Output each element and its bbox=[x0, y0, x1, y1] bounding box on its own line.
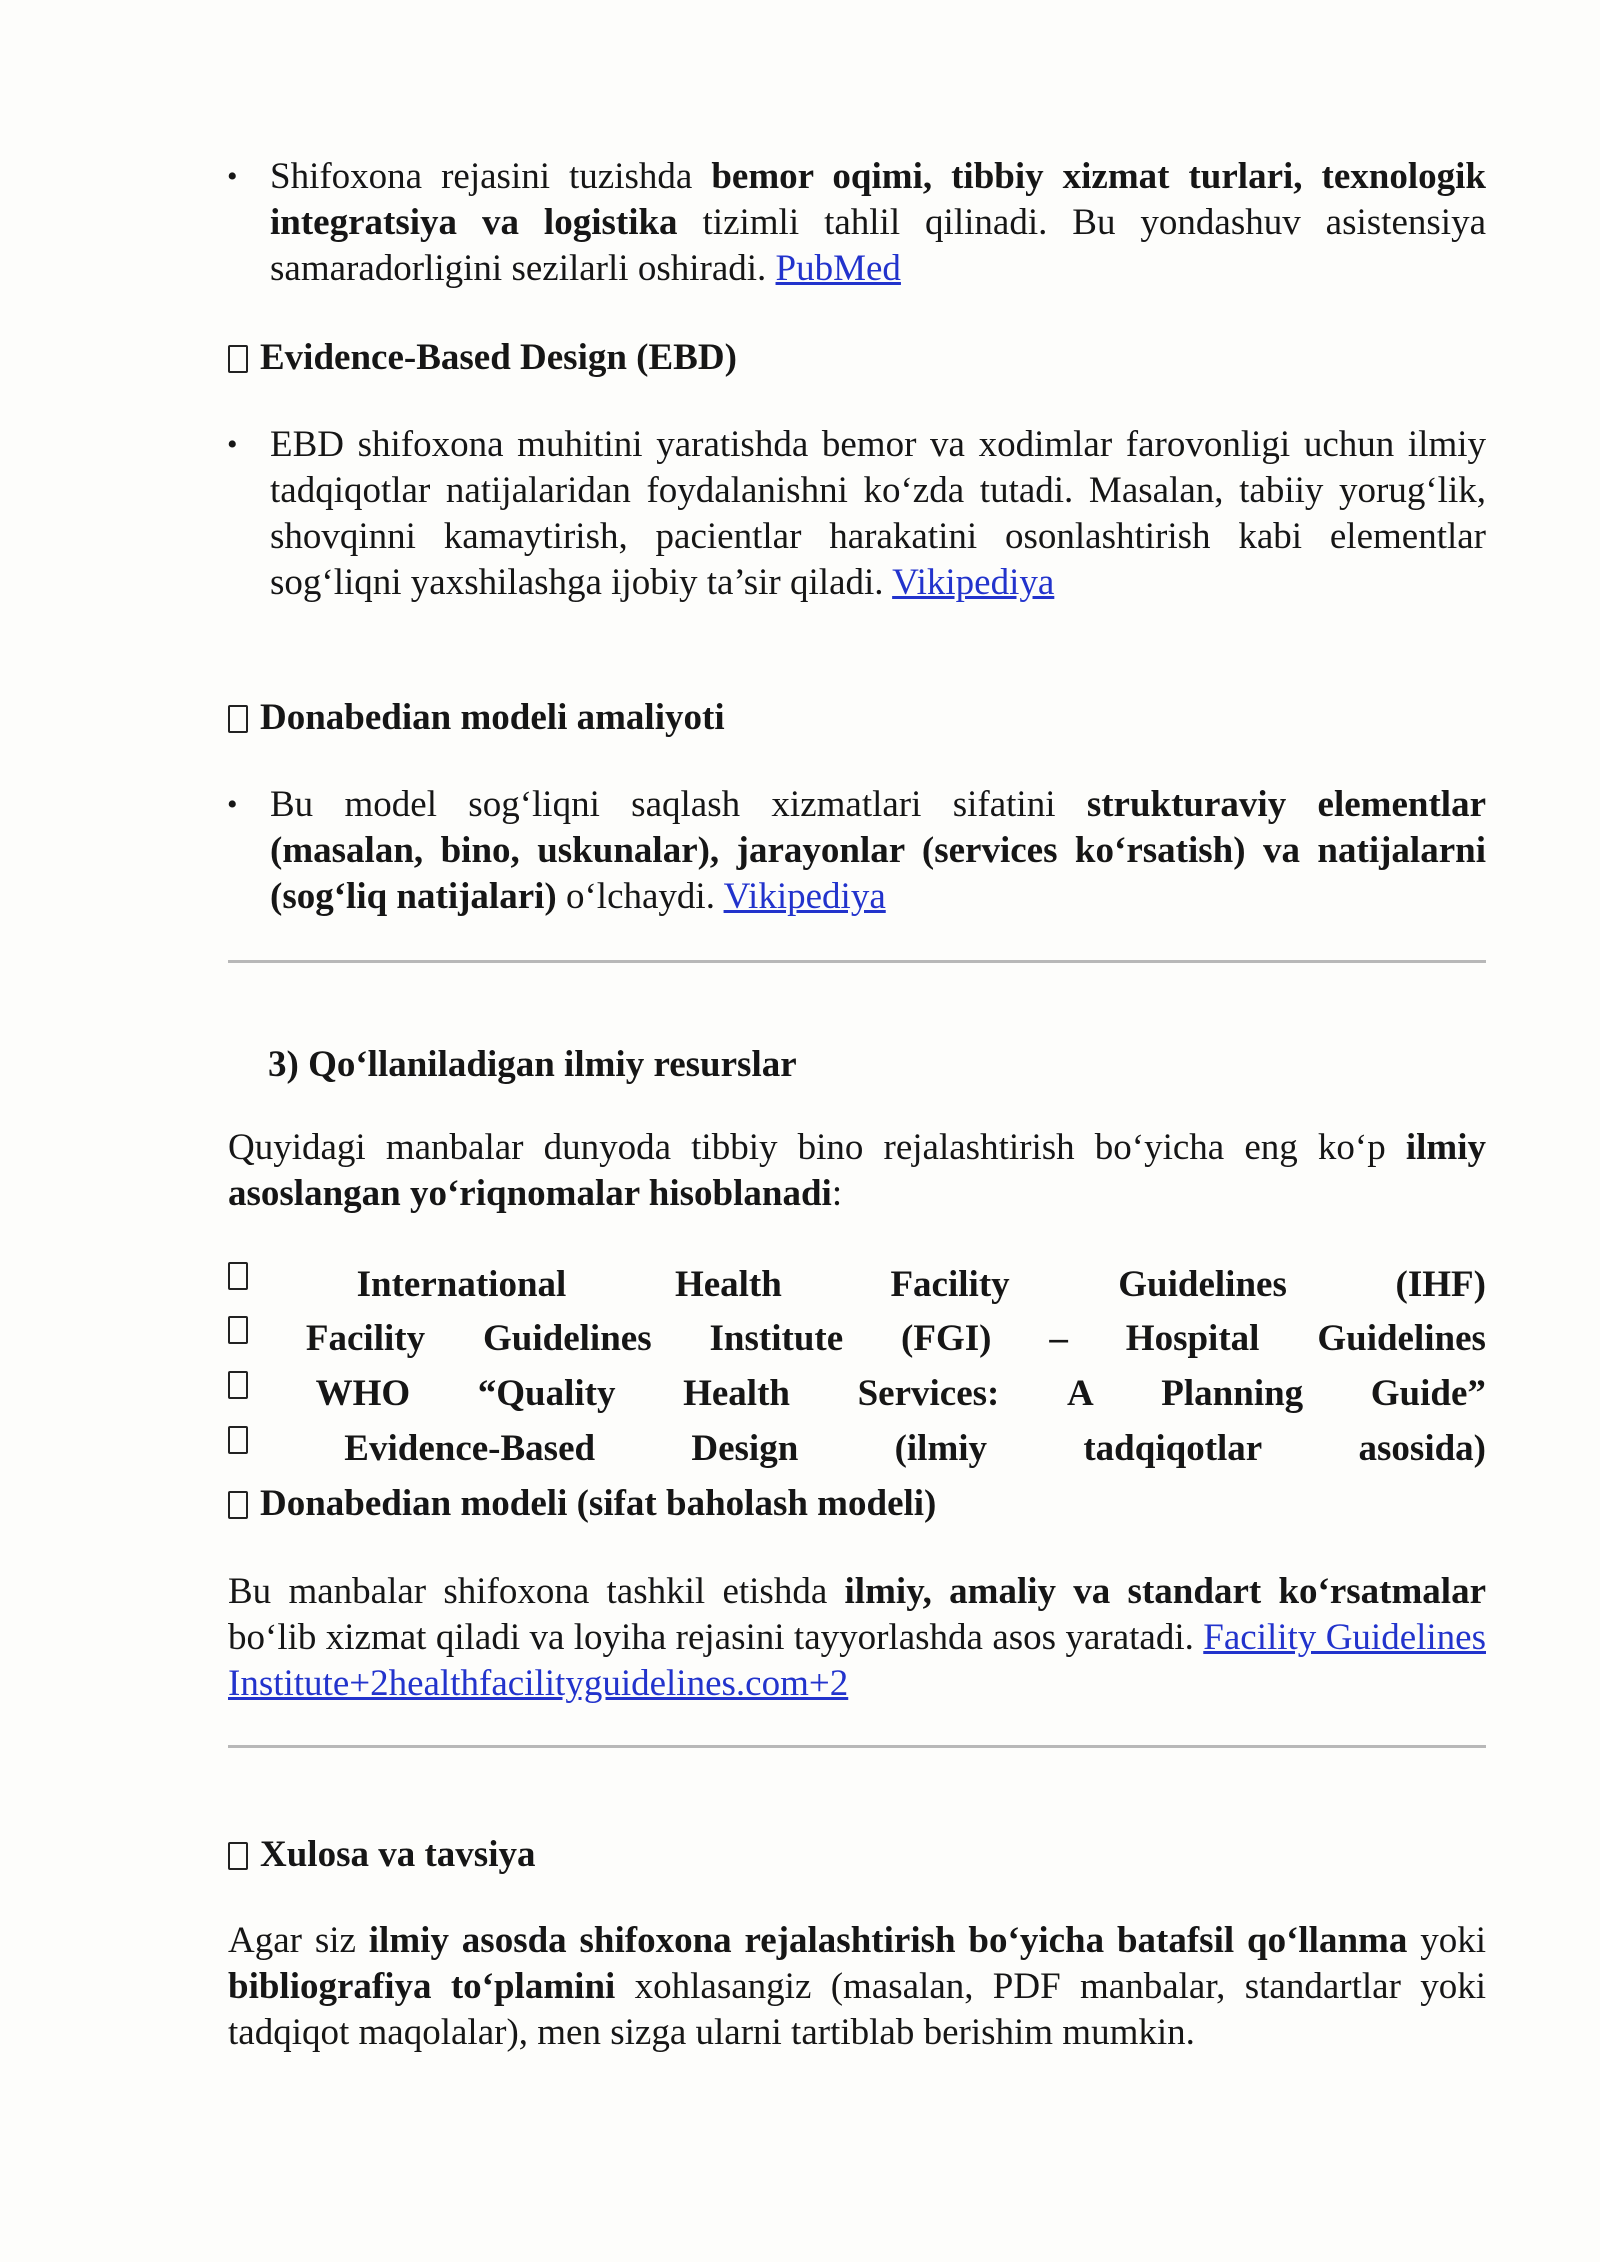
vikipediya-link[interactable]: Vikipediya bbox=[723, 876, 886, 917]
resource-item-ebd: Evidence-Based Design (ilmiy tadqiqotlar asosida) bbox=[228, 1426, 1486, 1472]
bullet-item-donabedian bbox=[227, 782, 1486, 920]
horizontal-divider bbox=[228, 960, 1486, 963]
donabedian-heading: Donabedian modeli amaliyoti bbox=[228, 695, 725, 741]
placeholder-glyph-icon bbox=[228, 1842, 248, 1870]
resources-intro: Quyidagi manbalar dunyoda tibbiy bino rejalashtirish bo‘yicha eng ko‘p ilmiy asoslangan yo‘riqnomalar hisoblanadi: bbox=[228, 1127, 1487, 1214]
resource-item-who: WHO “Quality Health Services: A Planning Guide” bbox=[228, 1371, 1486, 1417]
bullet-text: EBD shifoxona muhitini yaratishda bemor va xodimlar farovonligi uchun ilmiy tadqiqotlar natijalaridan foydalanishni ko‘zda tutadi. Masalan, tabiiy yorug‘lik, shovqinni kamaytirish, pacientlar harakatini osonlashtirish kabi elementlar sog‘liqni yaxshilashga ijobiy ta’sir qiladi. Vikipediya bbox=[270, 424, 1486, 603]
pubmed-link[interactable]: PubMed bbox=[775, 248, 901, 289]
placeholder-glyph-icon bbox=[228, 1262, 248, 1290]
bullet-marker: • bbox=[227, 788, 238, 821]
bullet-marker: • bbox=[227, 428, 238, 461]
placeholder-glyph-icon bbox=[228, 345, 248, 373]
fgi-link[interactable]: Facility Guidelines Institute+2healthfacilityguidelines.com+2 bbox=[228, 1617, 1486, 1704]
placeholder-glyph-icon bbox=[228, 1316, 248, 1344]
bullet-marker: • bbox=[227, 160, 238, 193]
placeholder-glyph-icon bbox=[228, 705, 248, 733]
placeholder-glyph-icon bbox=[228, 1426, 248, 1454]
bullet-text: Bu model sog‘liqni saqlash xizmatlari sifatini strukturaviy elementlar (masalan, bino, uskunalar), jarayonlar (services ko‘rsatish) va natijalarni (sog‘liq natijalari) o‘lchaydi. Vikipediya bbox=[270, 784, 1486, 917]
resources-heading: 3) Qo‘llaniladigan ilmiy resurslar bbox=[268, 1044, 797, 1085]
conclusion-heading: Xulosa va tavsiya bbox=[228, 1832, 535, 1878]
bullet-text: Shifoxona rejasini tuzishda bemor oqimi, tibbiy xizmat turlari, texnologik integratsiya va logistika tizimli tahlil qilinadi. Bu yondashuv asistensiya samaradorligini sezilarli oshiradi. PubMed bbox=[270, 156, 1486, 289]
vikipediya-link[interactable]: Vikipediya bbox=[892, 562, 1055, 603]
bold-phrase: bemor oqimi, tibbiy xizmat turlari, texnologik integratsiya va logistika bbox=[270, 156, 1486, 243]
resource-item-donabedian: Donabedian modeli (sifat baholash modeli) bbox=[228, 1481, 936, 1527]
bold-phrase: strukturaviy elementlar (masalan, bino, uskunalar), jarayonlar (services ko‘rsatish) va natijalarni (sog‘liq natijalari) bbox=[270, 784, 1486, 917]
bullet-item-planning bbox=[227, 154, 1486, 292]
horizontal-divider bbox=[228, 1745, 1486, 1748]
resources-summary: Bu manbalar shifoxona tashkil etishda ilmiy, amaliy va standart ko‘rsatmalar bo‘lib xizmat qiladi va loyiha rejasini tayyorlashda asos yaratadi. Facility Guidelines Institute+2healthfacilityguidelines.com+2 bbox=[228, 1571, 1487, 1704]
placeholder-glyph-icon bbox=[228, 1491, 248, 1519]
placeholder-glyph-icon bbox=[228, 1371, 248, 1399]
ebd-heading: Evidence-Based Design (EBD) bbox=[228, 335, 737, 381]
bullet-item-ebd bbox=[227, 422, 1486, 606]
resource-item-fgi: Facility Guidelines Institute (FGI) – Hospital Guidelines bbox=[228, 1316, 1486, 1362]
resource-item-ihf: International Health Facility Guidelines (IHF) bbox=[228, 1262, 1486, 1308]
conclusion-paragraph: Agar siz ilmiy asosda shifoxona rejalashtirish bo‘yicha batafsil qo‘llanma yoki bibliografiya to‘plamini xohlasangiz (masalan, PDF manbalar, standartlar yoki tadqiqot maqolalar), men sizga ularni tartiblab berishim mumkin. bbox=[228, 1920, 1487, 2053]
